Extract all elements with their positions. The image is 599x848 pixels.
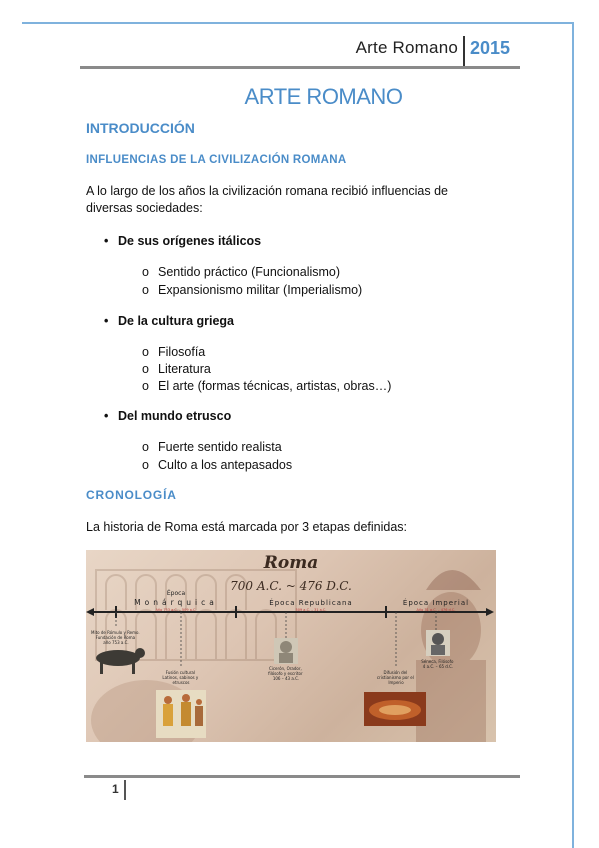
header-year: 2015 <box>470 38 511 58</box>
page-number: 1 <box>112 782 119 796</box>
heading-cronologia: CRONOLOGÍA <box>86 488 177 502</box>
influences-paragraph: A lo largo de los años la civilización romana recibió influencias de diversas sociedades: <box>86 184 449 215</box>
period-republicana: Época Republicana <box>269 599 353 607</box>
bullet-item: • De sus orígenes itálicos <box>104 234 262 248</box>
header-separator <box>463 36 465 68</box>
heading-influencias: INFLUENCIAS DE LA CIVILIZACIÓN ROMANA <box>86 154 347 166</box>
bullet-label: Del mundo etrusco <box>118 409 232 423</box>
chronology-paragraph: La historia de Roma está marcada por 3 etapas definidas: <box>86 520 408 534</box>
bullet-item: • Del mundo etrusco <box>104 409 232 423</box>
seneca-bust-image <box>426 630 450 656</box>
sub-item: o Sentido práctico (Funcionalismo) <box>142 265 341 279</box>
bullet-item: • De la cultura griega <box>104 314 235 328</box>
cicero-bust-image <box>274 638 298 664</box>
period-monarquica-dates: Año 753 a.C. – 509 a.C. <box>155 608 197 612</box>
bullet-label: De sus orígenes itálicos <box>118 234 262 248</box>
sub-item: o Expansionismo militar (Imperialismo) <box>142 283 363 297</box>
svg-text:Fusión cultural Latinos,: Fusión cultural Latinos, sabinos y etruscos <box>162 670 199 685</box>
colosseum-painting-image <box>364 692 426 726</box>
she-wolf-image <box>96 648 145 674</box>
timeline-title: Roma <box>263 553 319 573</box>
sub-item: o Culto a los antepasados <box>142 458 293 472</box>
roma-timeline-image <box>86 550 496 742</box>
period-republicana-dates: 509 a.C. – 31 a.C. <box>295 608 327 612</box>
period-monarquica: Monárquica <box>134 598 218 607</box>
sub-item: o El arte (formas técnicas, artistas, obras…) <box>142 379 392 393</box>
svg-text:Difusión del cristianism: Difusión del cristianismo por el Imperio <box>376 670 414 685</box>
header-rule <box>80 66 520 69</box>
sub-item: o Filosofía <box>142 345 206 359</box>
sub-item: o Literatura <box>142 362 211 376</box>
heading-introduccion: INTRODUCCIÓN <box>86 120 195 136</box>
page-border-top <box>22 22 574 24</box>
svg-text:Cicerón, Orador, filósof: Cicerón, Orador, filósofo y escritor 106 – 43 a.C. <box>268 666 303 681</box>
svg-text:Séneca, Filósofo 4 a.C.: Séneca, Filósofo 4 a.C. – 65 d.C. <box>421 659 454 669</box>
sub-item: o Fuerte sentido realista <box>142 440 282 454</box>
period-imperial-dates: Año 31 a.C. – 476 d.C. <box>416 608 456 612</box>
period-imperial: Época Imperial <box>402 599 470 607</box>
footer-rule <box>84 775 520 778</box>
header-title: Arte Romano <box>355 38 458 57</box>
timeline-range: 700 A.C. ~ 476 D.C. <box>230 579 352 593</box>
document-title: ARTE ROMANO <box>244 84 403 109</box>
page-border-right <box>572 22 574 848</box>
footer-separator <box>124 780 126 800</box>
svg-text:Época: Época <box>166 590 186 597</box>
bullet-label: De la cultura griega <box>118 314 235 328</box>
etruscan-figures-image <box>156 690 206 738</box>
svg-text:Mito de Rómulo y Remo. F: Mito de Rómulo y Remo. Fundación de Roma año 753 a.C. <box>91 630 140 645</box>
